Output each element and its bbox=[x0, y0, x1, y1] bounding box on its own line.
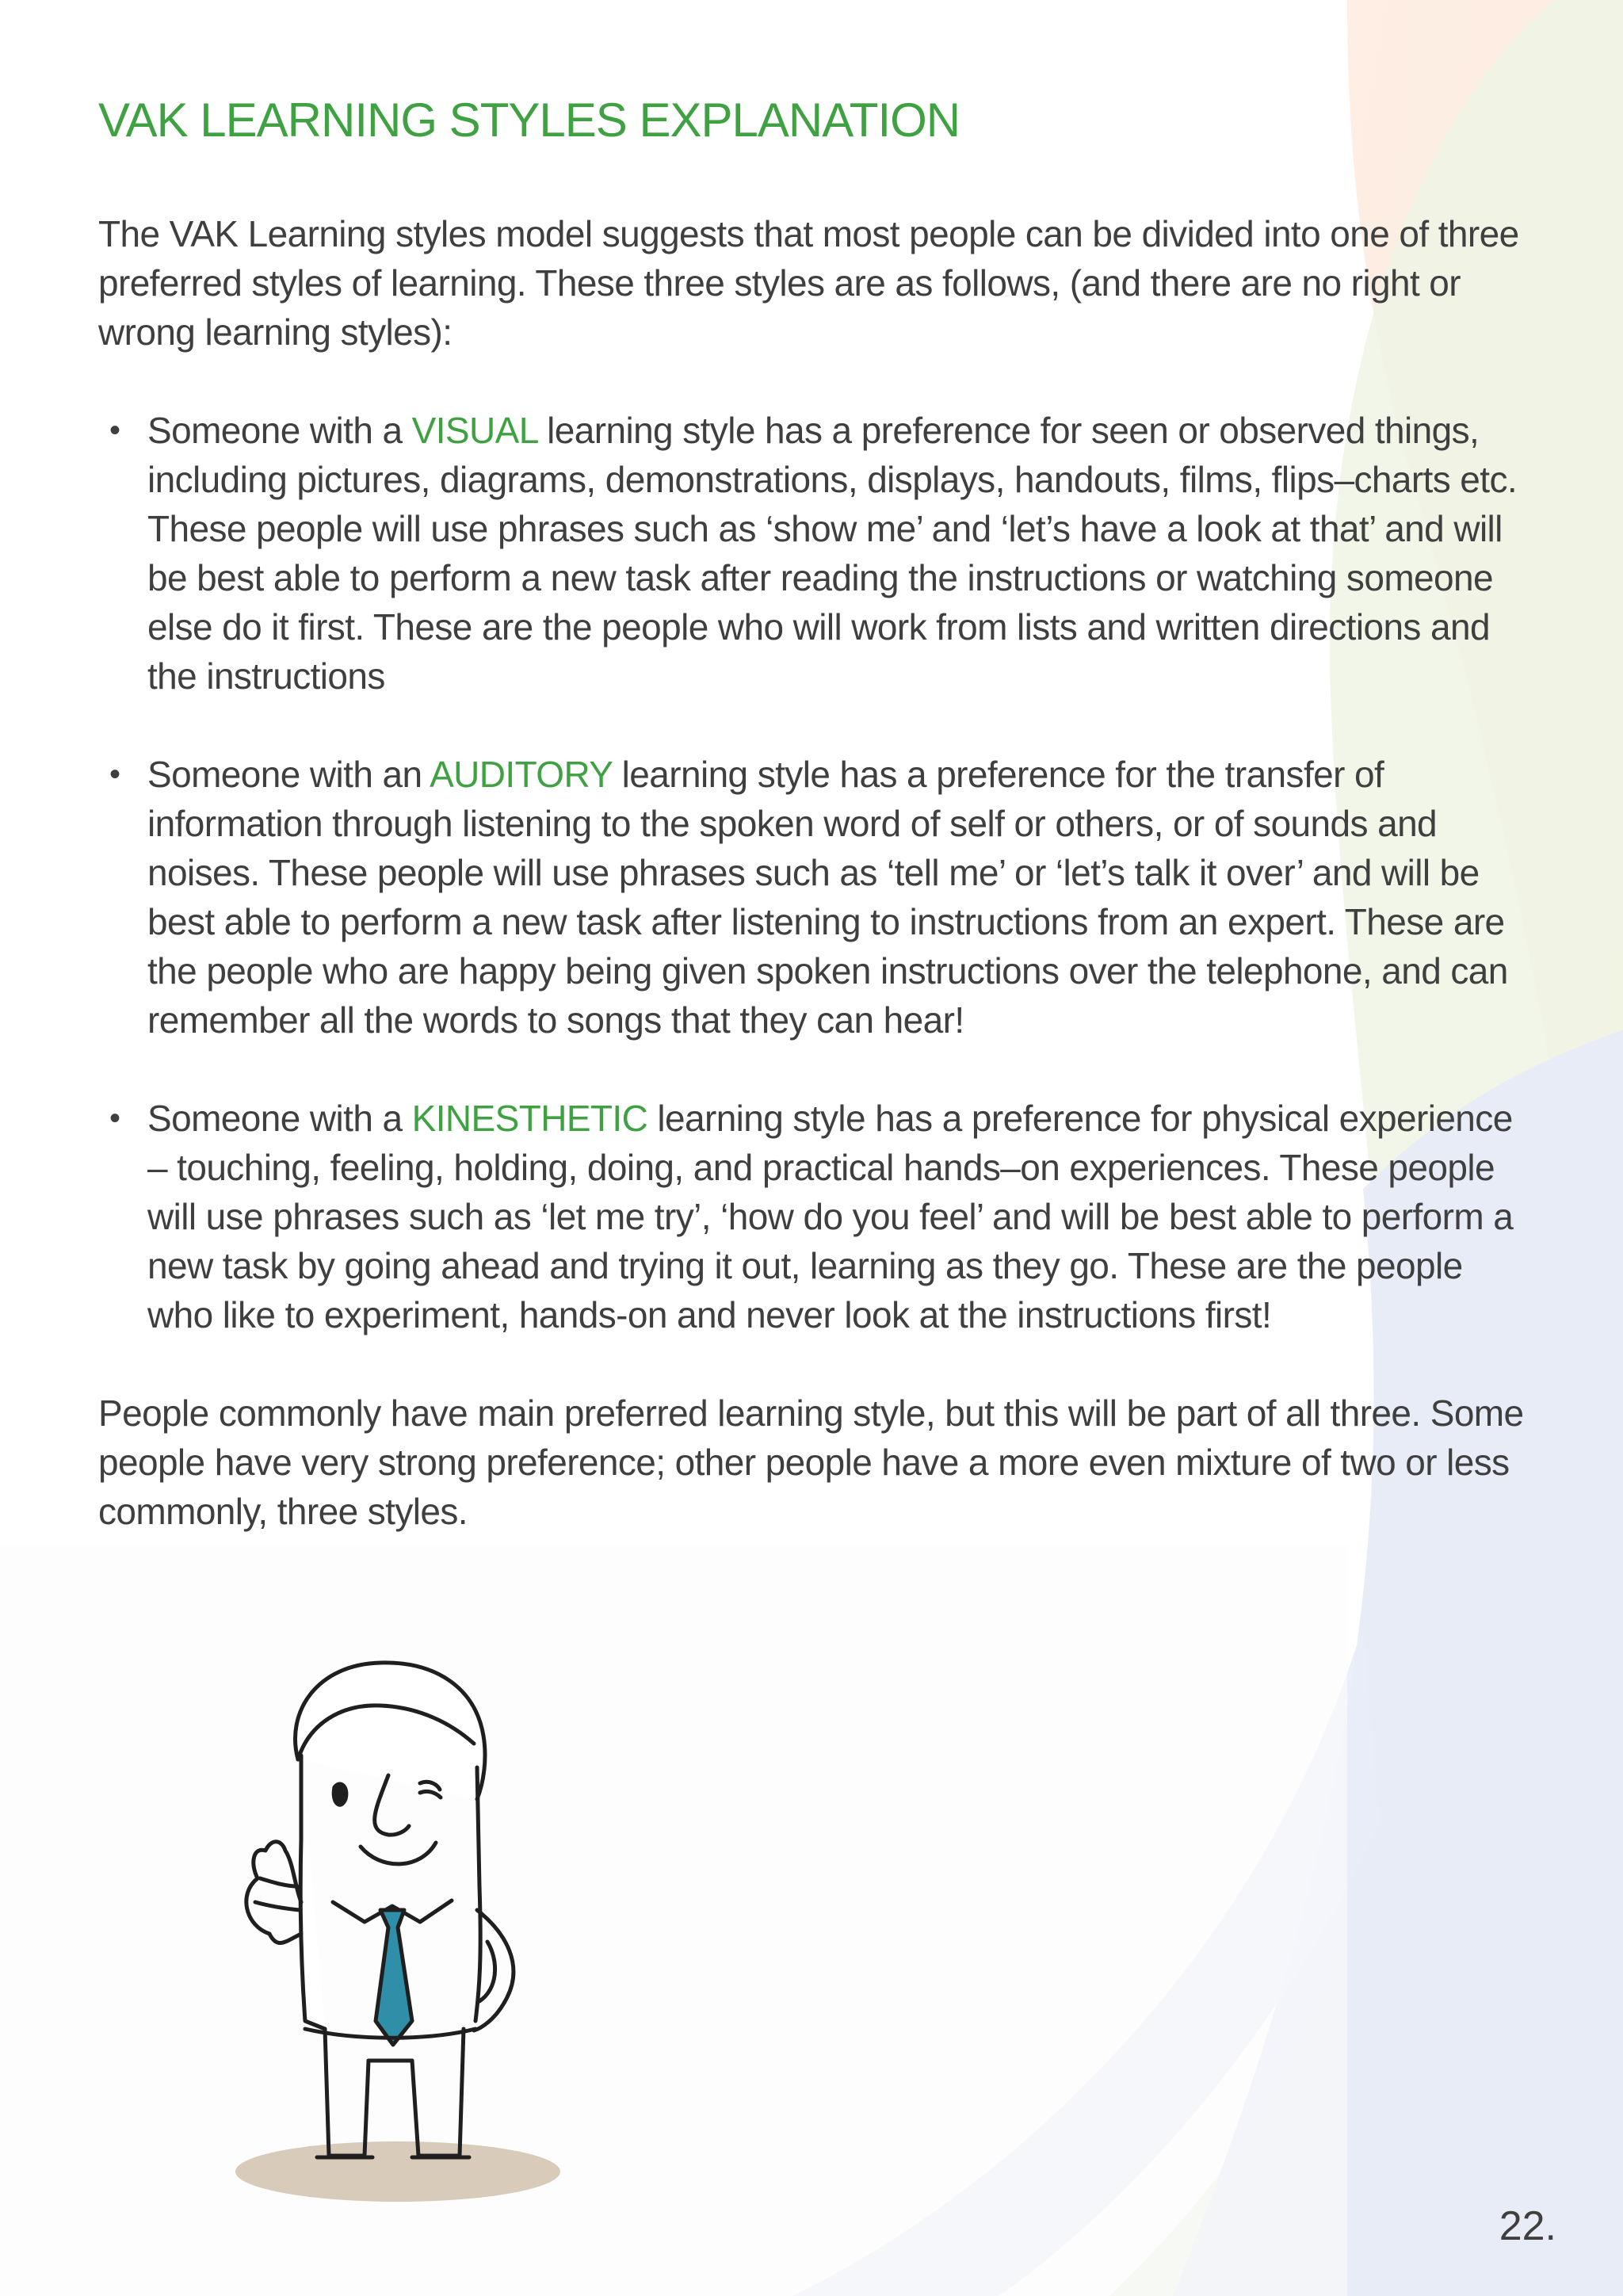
list-item-visual bbox=[98, 406, 1525, 701]
list-item-text: learning style has a preference for seen or observed things, including pictures, diagrams, demonstrations, displays, handouts, films, flips–charts etc. These people will use phrases such as ‘show me’ and ‘let’s have a look at that’ and will be best able to perform a new task after reading the instructions or watching someone else do it first. These are the people who will work from lists and written directions and the instructions bbox=[147, 410, 1518, 697]
list-item-prefix: Someone with an bbox=[147, 754, 430, 795]
keyword-kinesthetic: KINESTHETIC bbox=[411, 1098, 648, 1139]
list-item-prefix: Someone with a bbox=[147, 1098, 412, 1139]
list-item-text: learning style has a preference for the transfer of information through listening to the spoken word of self or others, or of sounds and noises. These people will use phrases such as ‘tell me’ or ‘let’s talk it over’ and will be best able to perform a new task after listening to instructions from an expert. These are the people who are happy being given spoken instructions over the telephone, and can remember all the words to songs that they can hear! bbox=[147, 754, 1508, 1041]
bullet-icon: • bbox=[109, 413, 120, 448]
learning-styles-list bbox=[98, 406, 1525, 1339]
businessman-thumbs-up-illustration bbox=[222, 1648, 586, 2219]
bullet-icon: • bbox=[109, 757, 120, 792]
keyword-visual: VISUAL bbox=[411, 410, 537, 451]
list-item-kinesthetic bbox=[98, 1094, 1525, 1339]
page-content bbox=[98, 87, 1525, 1536]
closing-paragraph: People commonly have main preferred learning style, but this will be part of all three. Some people have very strong preference; other people have a more even mixture of two or less commonly, three styles. bbox=[98, 1392, 1524, 1532]
keyword-auditory: AUDITORY bbox=[430, 754, 613, 795]
page-title: VAK LEARNING STYLES EXPLANATION bbox=[98, 94, 960, 147]
page-number: 22. bbox=[1499, 2203, 1556, 2249]
list-item-auditory bbox=[98, 750, 1525, 1045]
list-item-prefix: Someone with a bbox=[147, 410, 412, 451]
intro-paragraph: The VAK Learning styles model suggests that most people can be divided into one of three preferred styles of learning. These three styles are as follows, (and there are no right or wrong learning styles): bbox=[98, 213, 1519, 353]
list-item-text: learning style has a preference for physical experience – touching, feeling, holding, doing, and practical hands–on experiences. These people will use phrases such as ‘let me try’, ‘how do you feel’ and will be best able to perform a new task by going ahead and trying it out, learning as they go. These are the people who like to experiment, hands-on and never look at the instructions first! bbox=[147, 1098, 1514, 1335]
bullet-icon: • bbox=[109, 1101, 120, 1136]
